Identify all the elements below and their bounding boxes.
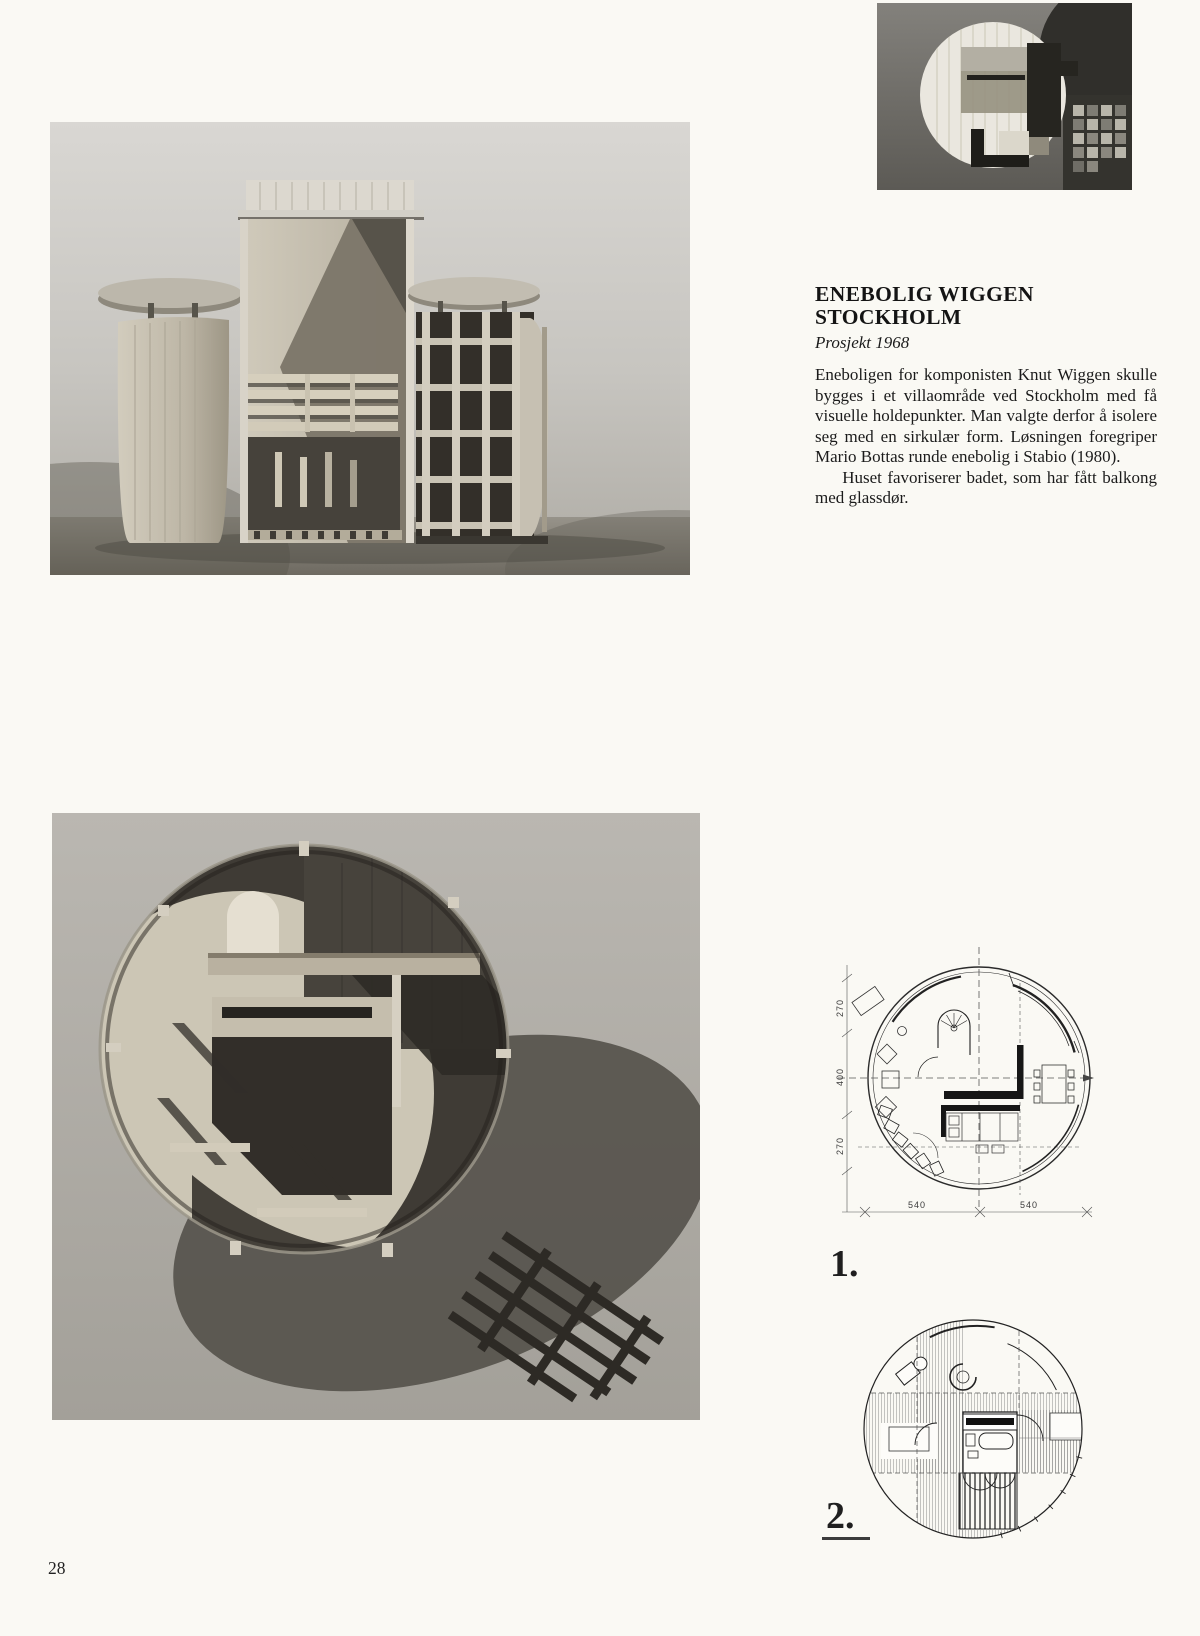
body-paragraph-2: Huset favoriserer badet, som har fått balkong med glassdør. xyxy=(815,467,1157,507)
plan1-spiral-stair xyxy=(918,1010,970,1077)
plan1-dining-table xyxy=(1034,1065,1074,1103)
arched-light-area xyxy=(227,891,279,953)
project-subtitle: Prosjekt 1968 xyxy=(815,333,910,352)
plan1-outer-walls xyxy=(868,967,1090,1189)
plan1-core-walls xyxy=(941,1045,1024,1137)
tower-lower-recess xyxy=(248,437,400,537)
model-plan-view-illustration xyxy=(52,813,700,1420)
central-tower xyxy=(238,180,424,543)
photo-model-exterior xyxy=(50,122,690,575)
plan1-axes xyxy=(838,947,1092,1211)
plan1-dimension-labels xyxy=(835,999,1038,1210)
plan-2-label: 2. xyxy=(826,1495,855,1537)
model-exterior-illustration xyxy=(50,122,690,575)
article-text-column xyxy=(815,283,1157,509)
floor-plan-2 xyxy=(853,1315,1093,1555)
dim-400-mid: 400 xyxy=(835,1067,845,1086)
right-cylinder-grid xyxy=(408,277,548,544)
plan1-curved-wall-segments xyxy=(893,973,1079,1171)
title-line-1: ENEBOLIG WIGGEN xyxy=(815,282,1034,306)
floor-plan-1-drawing xyxy=(780,895,1100,1225)
floor-plan-1 xyxy=(780,895,1100,1225)
body-paragraph-1: Eneboligen for komponisten Knut Wiggen skulle bygges i et villaområde ved Stockholm med få visuelle holdepunkter. Man valgte derfor å isolere seg med en sirkulær form. Løsningen foregriper Mario Bottas runde enebolig i Stabio (1980). xyxy=(815,365,1157,466)
dim-540-right: 540 xyxy=(1020,1200,1039,1210)
central-slot xyxy=(222,1007,372,1018)
balcony-slats xyxy=(248,374,398,432)
model-top-view-illustration xyxy=(877,3,1132,190)
photo-model-plan-view xyxy=(52,813,700,1420)
dim-540-left: 540 xyxy=(908,1200,927,1210)
page-title xyxy=(815,283,1157,328)
plan-2-label-underline xyxy=(822,1537,870,1540)
plan-1-label: 1. xyxy=(830,1243,859,1285)
dim-270-bottom: 270 xyxy=(835,1136,845,1155)
floor-plan-2-drawing xyxy=(853,1315,1093,1555)
dim-270-top: 270 xyxy=(835,998,845,1017)
photo-model-top-view xyxy=(877,3,1132,190)
page-number: 28 xyxy=(48,1558,66,1578)
title-line-2: STOCKHOLM xyxy=(815,304,962,329)
